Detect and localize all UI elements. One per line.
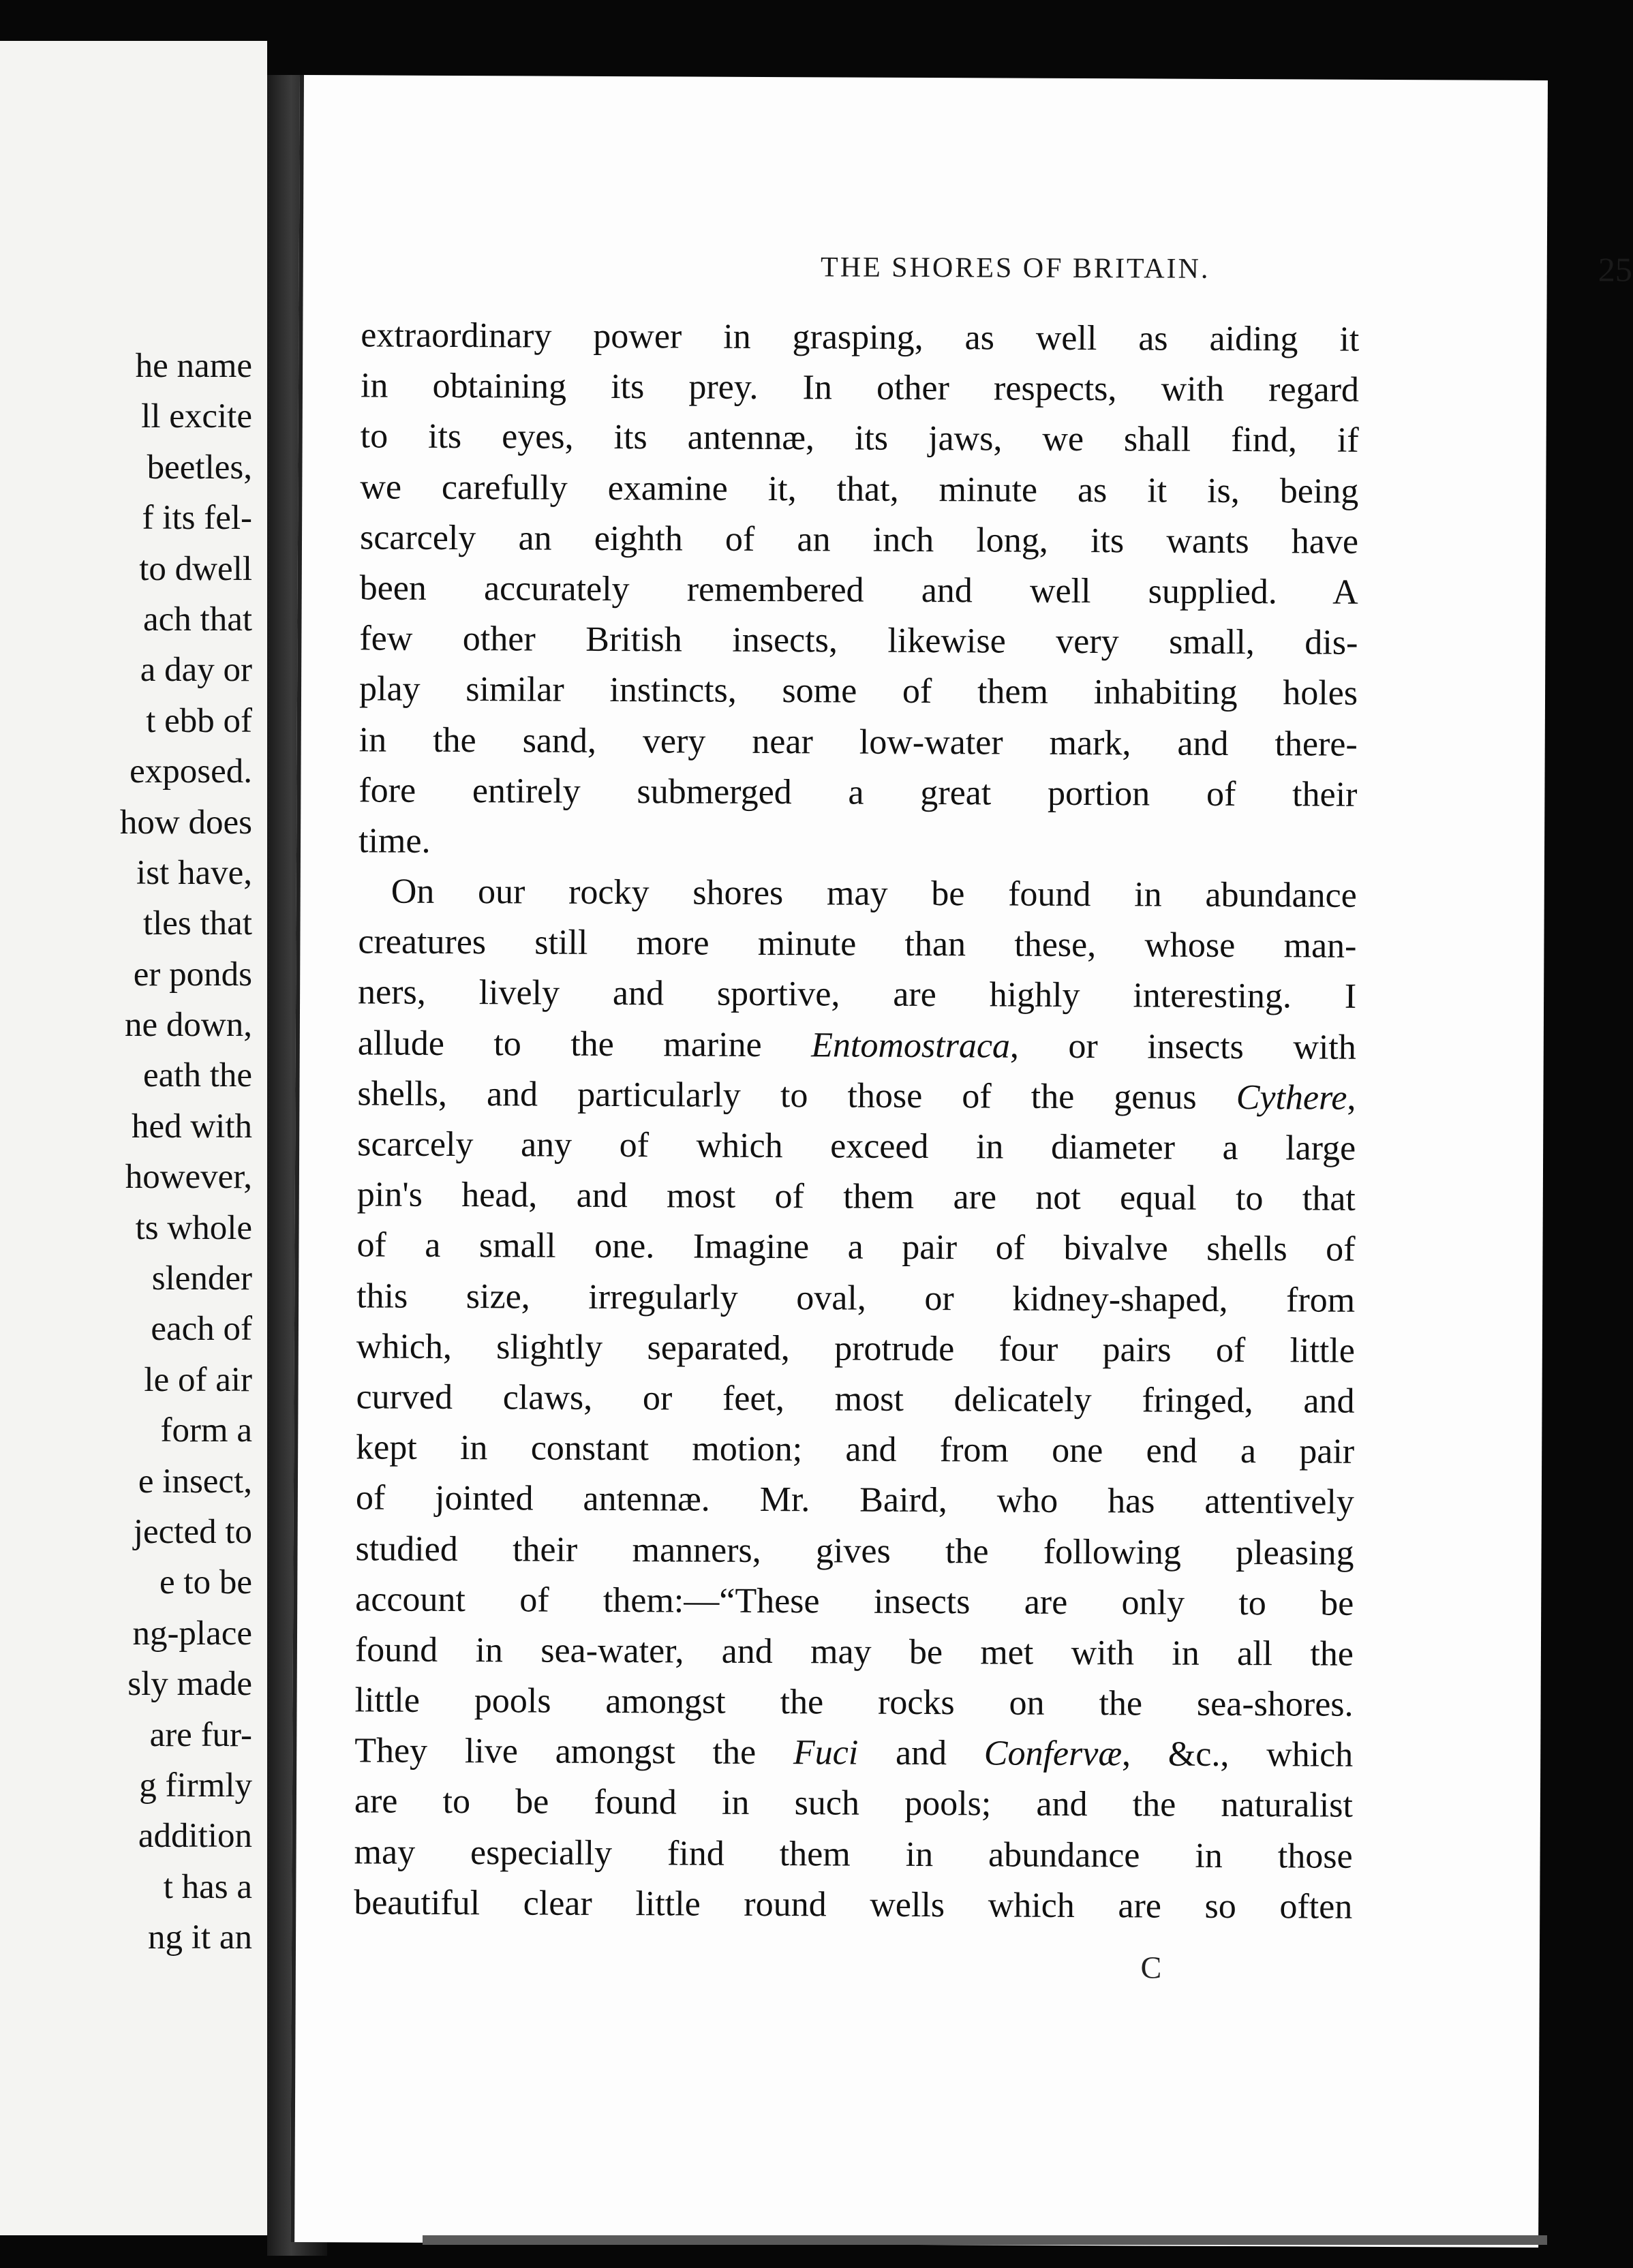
- text-run: ,: [1347, 1078, 1356, 1118]
- facing-line: exposed.: [129, 752, 252, 791]
- facing-line: ll excite: [141, 397, 252, 436]
- facing-line: beetles,: [147, 448, 252, 487]
- facing-line: to dwell: [139, 549, 252, 588]
- text-line: been accurately remembered and well supplied. A: [359, 568, 1358, 612]
- text-line: in obtaining its prey. In other respects, with regard: [360, 366, 1360, 410]
- facing-line: form a: [160, 1411, 252, 1450]
- signature-mark: C: [1140, 1950, 1162, 1985]
- text-line: extraordinary power in grasping, as well as aiding it: [361, 316, 1360, 359]
- text-line: pin's head, and most of them are not equal to that: [356, 1175, 1356, 1219]
- running-head: THE SHORES OF BRITAIN.: [821, 251, 1210, 285]
- text-line: found in sea-water, and may be met with in all the: [354, 1630, 1354, 1674]
- text-line: are to be found in such pools; and the naturalist: [354, 1781, 1354, 1826]
- text-run: They live amongst the: [354, 1731, 794, 1773]
- text-line: little pools amongst the rocks on the sea-shores.: [354, 1681, 1354, 1724]
- text-run: , or insects with: [1009, 1026, 1356, 1067]
- facing-line: tles that: [142, 904, 252, 943]
- facing-line: he name: [135, 347, 252, 385]
- facing-line: however,: [125, 1158, 252, 1197]
- facing-line: jected to: [133, 1512, 252, 1551]
- facing-line: ist have,: [136, 853, 252, 892]
- text-line: creatures still more minute than these, whose man-: [358, 922, 1357, 966]
- facing-line: e to be: [159, 1563, 252, 1602]
- text-line: time.: [358, 821, 431, 861]
- text-line: play similar instincts, some of them inhabiting holes: [358, 669, 1358, 714]
- text-line-cythere: [357, 1069, 1356, 1124]
- facing-line: a day or: [140, 651, 252, 690]
- text-line: we carefully examine it, that, minute as it is, being: [360, 467, 1359, 511]
- facing-line: addition: [138, 1817, 252, 1856]
- text-run: , &c., which: [1121, 1734, 1354, 1775]
- page-number: 25: [1598, 250, 1632, 289]
- facing-line: ach that: [143, 600, 252, 639]
- text-line: scarcely any of which exceed in diameter a large: [357, 1124, 1356, 1168]
- facing-line: eath the: [143, 1056, 252, 1095]
- text-line: kept in constant motion; and from one end a pair: [356, 1428, 1355, 1471]
- text-line-fuci: [354, 1726, 1353, 1781]
- facing-line: er ponds: [133, 955, 252, 994]
- genus-name-italic: Entomostraca: [811, 1025, 1011, 1066]
- genus-name-italic: Confervæ: [983, 1734, 1123, 1774]
- text-line: to its eyes, its antennæ, its jaws, we shall find, if: [360, 416, 1359, 461]
- facing-line: ts whole: [135, 1208, 252, 1247]
- text-line: ners, lively and sportive, are highly interesting. I: [358, 972, 1357, 1017]
- text-line: which, slightly separated, protrude four pairs of little: [356, 1327, 1355, 1370]
- facing-line: slender: [151, 1259, 252, 1298]
- facing-line: ng it an: [148, 1918, 252, 1957]
- body-text: [354, 310, 1359, 1932]
- facing-line: how does: [119, 803, 252, 842]
- text-run: and: [858, 1733, 984, 1773]
- text-line: curved claws, or feet, most delicately fringed, and: [356, 1377, 1355, 1421]
- text-line: fore entirely submerged a great portion of their: [358, 771, 1358, 814]
- text-line: beautiful clear little round wells which are so often: [354, 1883, 1353, 1927]
- facing-line: sly made: [127, 1665, 252, 1704]
- text-line: in the sand, very near low-water mark, and there-: [358, 720, 1358, 764]
- facing-line: ng-place: [132, 1614, 252, 1653]
- page-bottom-edge: [423, 2235, 1547, 2245]
- facing-line: le of air: [144, 1360, 252, 1399]
- text-line: of a small one. Imagine a pair of bivalve shells of: [356, 1225, 1356, 1270]
- facing-line: t has a: [163, 1867, 252, 1906]
- paragraph-start: On our rocky shores may be found in abundance: [391, 872, 1357, 915]
- text-run: shells, and particularly to those of the genus: [357, 1074, 1236, 1117]
- text-line: this size, irregularly oval, or kidney-shaped, from: [356, 1276, 1356, 1320]
- text-line-entomostraca: [358, 1018, 1356, 1073]
- text-line: few other British insects, likewise very small, dis-: [359, 619, 1358, 662]
- facing-page-text: [0, 341, 252, 1963]
- facing-line: g firmly: [139, 1766, 252, 1805]
- facing-line: f its fel-: [142, 499, 252, 538]
- text-line: scarcely an eighth of an inch long, its wants have: [359, 518, 1359, 562]
- facing-line: t ebb of: [146, 701, 252, 740]
- facing-line: e insect,: [138, 1462, 252, 1501]
- facing-line: hed with: [131, 1107, 252, 1146]
- facing-line: each of: [151, 1310, 252, 1349]
- facing-page-left: [0, 41, 267, 2235]
- text-line: may especially find them in abundance in those: [354, 1832, 1353, 1876]
- genus-name-italic: Fuci: [793, 1733, 859, 1773]
- text-run: allude to the marine: [357, 1024, 812, 1064]
- text-line: studied their manners, gives the following pleasing: [355, 1529, 1354, 1573]
- book-page: [290, 75, 1632, 2248]
- genus-name-italic: Cythere: [1236, 1077, 1347, 1118]
- facing-line: are fur-: [149, 1715, 252, 1754]
- text-line: account of them:—“These insects are only to be: [355, 1580, 1354, 1623]
- facing-line: ne down,: [125, 1006, 252, 1045]
- text-line: of jointed antennæ. Mr. Baird, who has attentively: [355, 1478, 1354, 1522]
